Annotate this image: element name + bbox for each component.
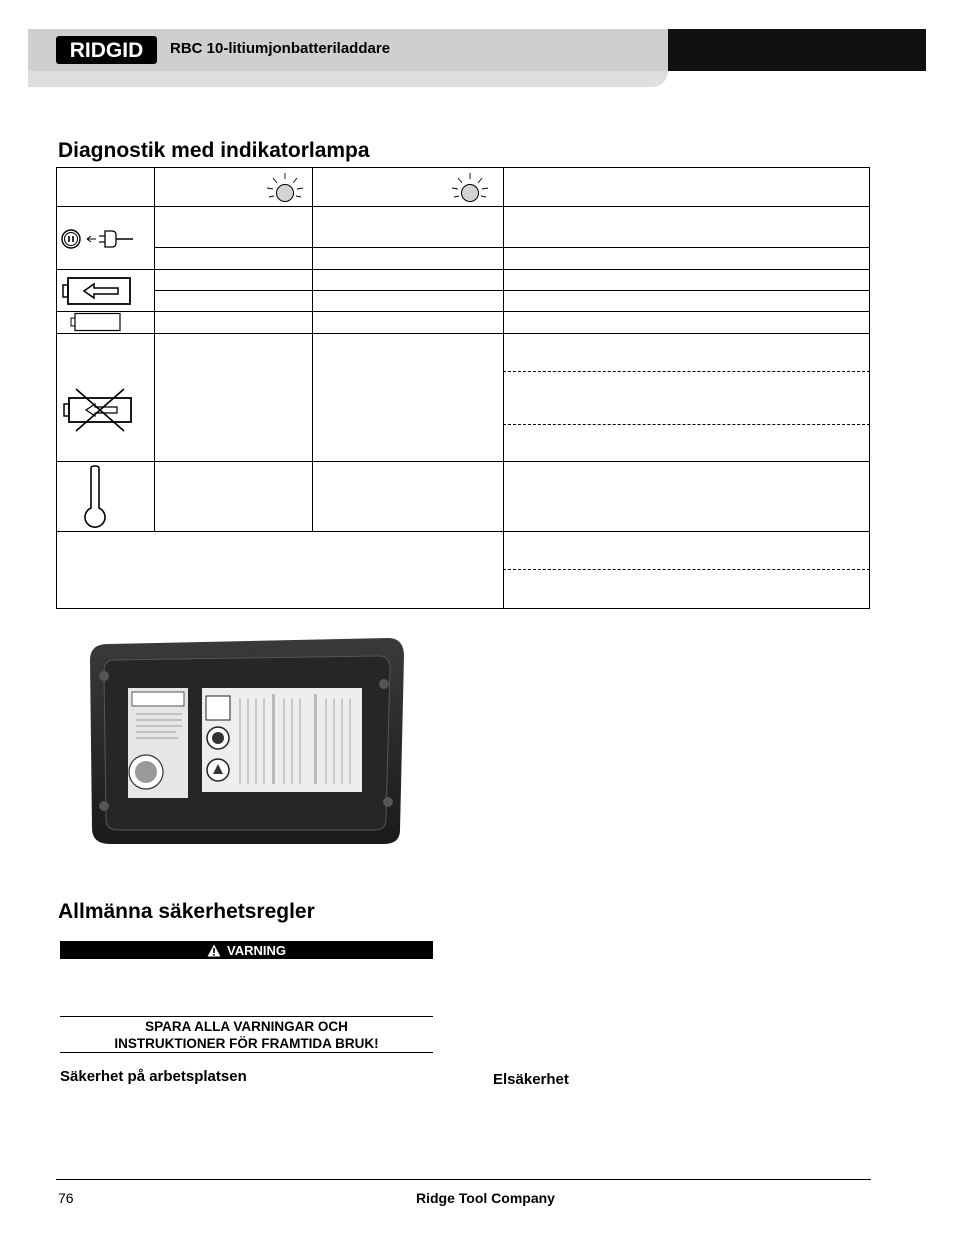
table-row-divider [154, 290, 870, 291]
safety-title: Allmänna säkerhetsregler [58, 900, 315, 923]
diagnostics-title: Diagnostik med indikatorlampa [58, 139, 370, 162]
save-instructions-notice [60, 1018, 433, 1052]
diagnostics-table [56, 167, 870, 609]
thermometer-icon [83, 465, 107, 529]
warning-label: VARNING [227, 942, 286, 958]
indicator-lamp-icon [449, 168, 491, 206]
table-col-divider [154, 167, 155, 532]
table-row-divider [56, 531, 870, 532]
warning-banner [60, 941, 433, 959]
battery-pack-photo [88, 634, 406, 846]
indicator-lamp-icon [264, 168, 306, 206]
warning-triangle-icon [207, 944, 221, 957]
battery-defective-icon [62, 386, 136, 434]
table-row-divider [56, 269, 870, 270]
table-row-divider [56, 333, 870, 334]
document-title: RBC 10-litiumjonbatteriladdare [170, 40, 391, 57]
table-row-divider [503, 569, 870, 570]
footer-rule [56, 1179, 871, 1180]
table-col-divider [312, 167, 313, 532]
table-row-divider [503, 424, 870, 425]
svg-text:RIDGID: RIDGID [69, 39, 144, 62]
battery-insert-icon [62, 276, 132, 306]
table-row-divider [56, 461, 870, 462]
table-row-divider [503, 371, 870, 372]
company-name: Ridge Tool Company [416, 1190, 555, 1206]
battery-empty-icon [70, 312, 122, 332]
table-row-divider [56, 311, 870, 312]
table-row-divider [56, 206, 870, 207]
page-number: 76 [58, 1190, 74, 1206]
work-area-safety-heading: Säkerhet på arbetsplatsen [60, 1068, 247, 1085]
power-plug-icon [60, 226, 136, 252]
save-rule-top [60, 1016, 433, 1017]
electrical-safety-heading: Elsäkerhet [493, 1071, 569, 1088]
save-rule-bottom [60, 1052, 433, 1053]
save-instructions-line: SPARA ALLA VARNINGAR OCH [145, 1019, 348, 1034]
header-black-tab [668, 29, 926, 71]
ridgid-logo [56, 36, 157, 64]
table-row-divider [154, 247, 870, 248]
save-instructions-line: INSTRUKTIONER FÖR FRAMTIDA BRUK! [114, 1036, 379, 1051]
table-col-divider [503, 167, 504, 609]
header-underband [28, 71, 668, 87]
